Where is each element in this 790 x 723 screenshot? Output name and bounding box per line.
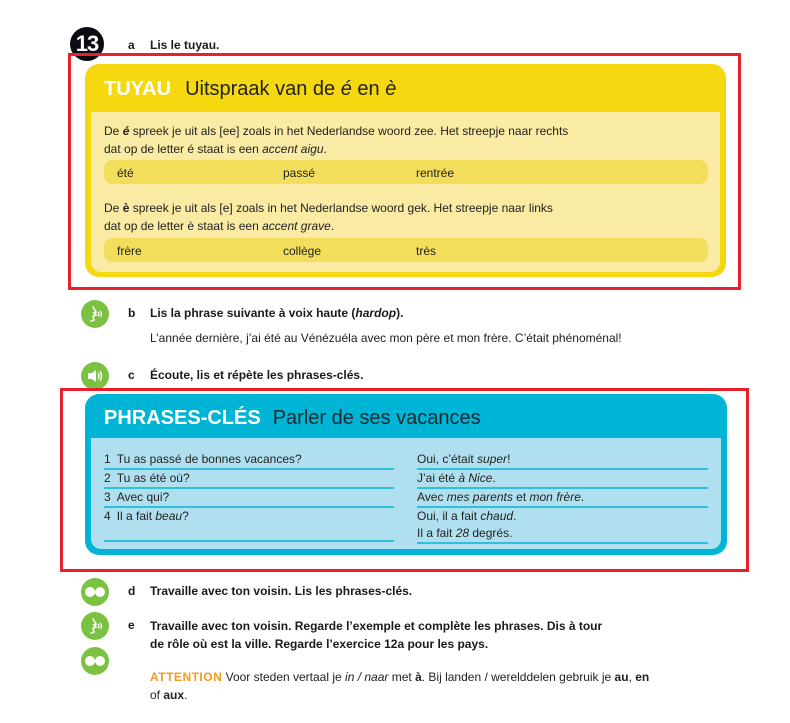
answer-row: Avec mes parents et mon frère. (417, 489, 708, 508)
step-b-instruction: Lis la phrase suivante à voix haute (hardop). (150, 306, 404, 320)
answer-row: Oui, c’était super! (417, 451, 708, 470)
step-letter-d: d (128, 584, 136, 598)
answers-list (417, 451, 708, 544)
word-band-aigu (104, 160, 708, 184)
step-letter-e: e (128, 618, 135, 632)
step-e-instruction: Travaille avec ton voisin. Regarde l’exemple et complète les phrases. Dis à tour de rôle où est la ville. Regarde l’exercice 12a pour les pays. (150, 619, 603, 651)
phrases-cles-title (104, 407, 481, 430)
step-d-instruction: Travaille avec ton voisin. Lis les phrases-clés. (150, 584, 413, 598)
question-row: 2 Tu as été où? (104, 470, 394, 489)
answer-row: Il a fait 28 degrés. (417, 525, 708, 544)
step-letter-c: c (128, 368, 135, 382)
questions-list (104, 451, 394, 542)
example-word: frère (117, 244, 142, 258)
example-word: été (117, 166, 134, 180)
question-row: 1 Tu as passé de bonnes vacances? (104, 451, 394, 470)
attention-note: ATTENTION Voor steden vertaal je in / naar met à. Bij landen / werelddelen gebruik je au, en of aux. (150, 670, 650, 702)
example-word: passé (283, 166, 316, 180)
step-letter-b: b (128, 306, 136, 320)
answer-row: J’ai été à Nice. (417, 470, 708, 489)
tuyau-title (104, 78, 396, 101)
question-row: 3 Avec qui? (104, 489, 394, 508)
speak-aloud-icon (81, 300, 109, 328)
phrases-title-text: Parler de ses vacances (272, 407, 481, 429)
tuyau-title-e-aigu: é (340, 78, 352, 100)
tuyau-paragraph-aigu: De é spreek je uit als [ee] zoals in het Nederlandse woord zee. Het streepje naar rechts dat op de letter é staat is een accent aigu. (104, 124, 569, 156)
tuyau-title-text: Uitspraak van de (185, 78, 341, 100)
pair-work-icon (81, 647, 109, 675)
tuyau-keyword: TUYAU (104, 78, 172, 100)
example-word: très (416, 244, 437, 258)
step-c-instruction: Écoute, lis et répète les phrases-clés. (150, 368, 364, 382)
example-word: rentrée (416, 166, 455, 180)
answer-row: Oui, il a fait chaud. (417, 509, 517, 523)
speak-aloud-icon (81, 612, 109, 640)
tuyau-title-mid: en (351, 78, 386, 100)
attention-label: ATTENTION (150, 670, 223, 684)
step-letter-a: a (128, 38, 135, 52)
exercise-number-badge: 13 (70, 27, 104, 61)
word-band-grave (104, 238, 708, 262)
example-word: collège (283, 244, 322, 258)
step-a-instruction: Lis le tuyau. (150, 38, 220, 52)
tuyau-title-e-grave: è (385, 78, 397, 100)
blank-answer-line (104, 525, 394, 542)
step-b-sentence: L’année dernière, j’ai été au Vénézuéla avec mon père et mon frère. C’était phénoménal! (150, 331, 622, 345)
audio-speaker-icon[interactable] (81, 362, 109, 390)
tuyau-paragraph-grave: De è spreek je uit als [e] zoals in het Nederlandse woord gek. Het streepje naar links dat op de letter è staat is een accent grave. (104, 201, 553, 233)
phrases-keyword: PHRASES-CLÉS (104, 407, 261, 429)
question-row: 4 Il a fait beau? (104, 509, 189, 523)
pair-work-icon (81, 578, 109, 606)
